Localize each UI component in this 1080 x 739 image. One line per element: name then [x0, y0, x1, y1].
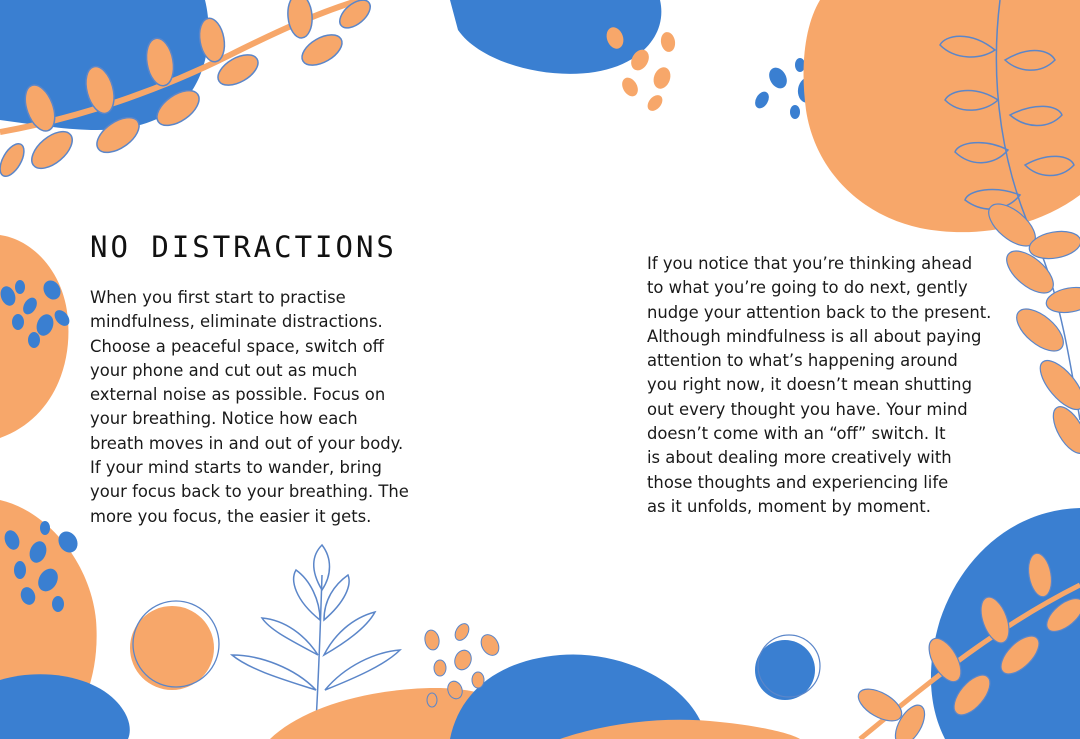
- text-line: out every thought you have. Your mind: [647, 399, 968, 419]
- text-line: is about dealing more creatively with: [647, 448, 952, 468]
- page-heading: NO DISTRACTIONS: [90, 230, 397, 264]
- text-line: If you notice that you’re thinking ahead: [647, 254, 973, 273]
- bottom-left-blue-blob: [0, 674, 130, 739]
- bottom-right-blue-circle: [755, 640, 815, 700]
- text-line: doesn’t come with an “off” switch. It: [647, 424, 946, 444]
- top-center-blue-blob: [450, 0, 661, 74]
- right-paragraph: [647, 252, 991, 519]
- text-line: If your mind starts to wander, bring: [90, 458, 382, 478]
- text-line: Choose a peaceful space, switch off: [90, 336, 384, 356]
- text-line: Although mindfulness is all about paying: [647, 326, 982, 346]
- text-line: your breathing. Notice how each: [90, 409, 358, 429]
- text-line: you right now, it doesn’t mean shutting: [647, 375, 972, 395]
- text-line: as it unfolds, moment by moment.: [647, 496, 931, 516]
- text-line: your phone and cut out as much: [90, 360, 358, 380]
- text-line: to what you’re going to do next, gently: [647, 278, 968, 298]
- text-line: external noise as possible. Focus on: [90, 385, 386, 405]
- text-line: your focus back to your breathing. The: [90, 482, 409, 502]
- text-line: mindfulness, eliminate distractions.: [90, 312, 383, 332]
- text-line: nudge your attention back to the present.: [647, 302, 992, 322]
- text-line: attention to what’s happening around: [647, 351, 958, 371]
- left-paragraph: [90, 286, 409, 529]
- right-orange-leaves: [982, 196, 1080, 458]
- text-line: breath moves in and out of your body.: [90, 433, 404, 453]
- top-right-orange-blob: [804, 0, 1080, 232]
- text-line: more you focus, the easier it gets.: [90, 506, 372, 526]
- bottom-left-orange-circle: [130, 606, 214, 690]
- text-line: When you first start to practise: [90, 288, 346, 307]
- text-line: those thoughts and experiencing life: [647, 472, 949, 492]
